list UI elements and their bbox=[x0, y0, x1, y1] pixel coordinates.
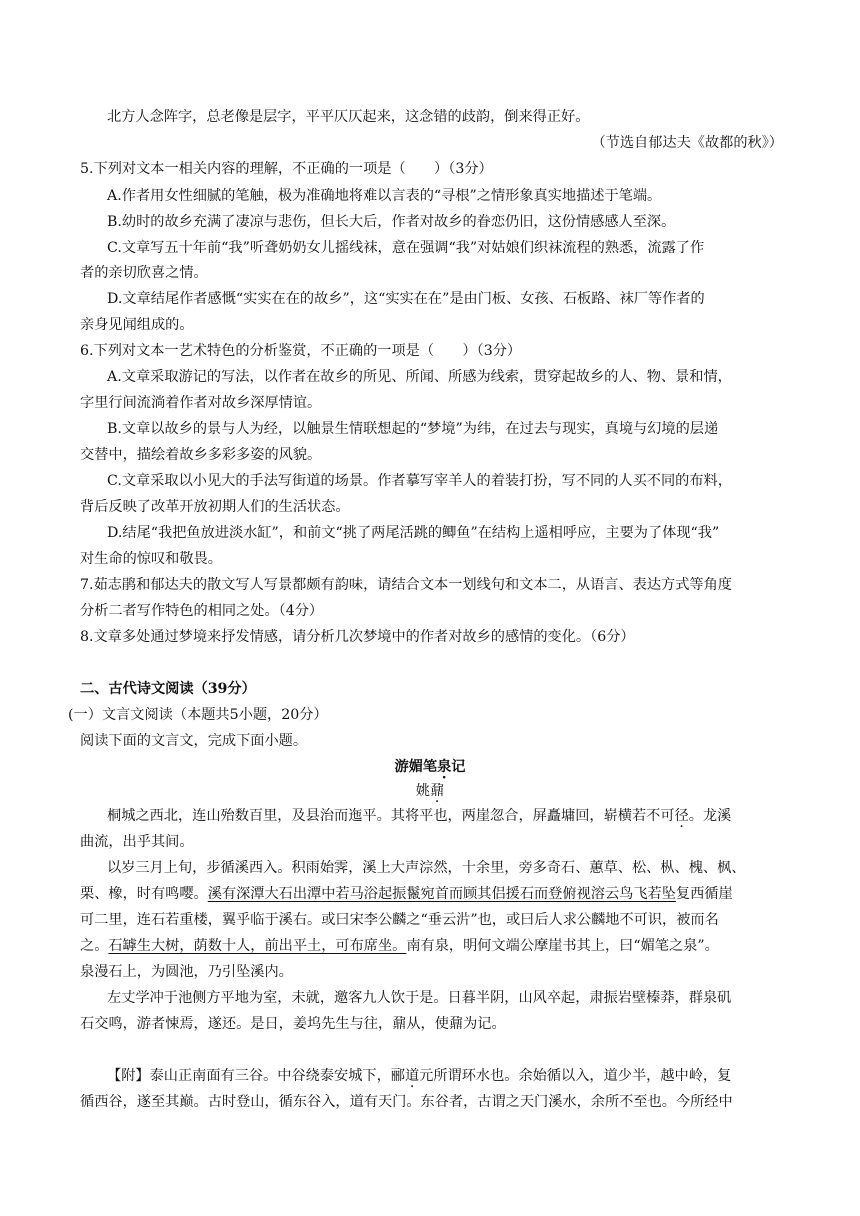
question-5-option-d: D.文章结尾作者感慨“实实在在的故乡”，这“实实在在”是由门板、女孩、石板路、袜厂等作者的 bbox=[107, 291, 705, 307]
essay-title-part: 游媚笔 bbox=[394, 759, 438, 775]
question-7: 7.茹志鹃和郁达夫的散文写人写景都颇有韵味，请结合文本一划线句和文本二，从语言、表达方式等角度 bbox=[80, 577, 732, 593]
subsection-heading: (一）文言文阅读（本题共5小题，20分） bbox=[68, 707, 328, 723]
dotted-char: 径 bbox=[674, 808, 689, 824]
text-run: 栗、橡，时有鸣嘤。 bbox=[80, 886, 208, 902]
question-6-option-a: A.文章采取游记的写法，以作者在故乡的所见、所闻、所感为线索，贯穿起故乡的人、物、景和情， bbox=[107, 369, 732, 385]
essay-paragraph-2-cont: 可二里，连石若重楼，翼乎临于溪右。或曰宋李公麟之“垂云沜”也，或曰后人求公麟地不可识，被而名 bbox=[80, 912, 719, 928]
appendix-paragraph bbox=[107, 1066, 731, 1086]
text-run: 【附】泰山正南面有三谷。中谷绕泰安城下， bbox=[107, 1068, 391, 1084]
essay-title-dotted: 泉 bbox=[437, 759, 452, 775]
question-5-option-d-cont: 亲身见闻组成的。 bbox=[80, 317, 194, 333]
essay-author bbox=[0, 781, 860, 801]
essay-paragraph-2-cont: 泉漫石上，为圆池，乃引坠溪内。 bbox=[80, 964, 293, 980]
text-run: 。龙溪 bbox=[688, 808, 732, 824]
question-6-stem: 6.下列对文本一艺术特色的分析鉴赏，不正确的一项是（ ）（3分） bbox=[80, 343, 522, 359]
author-dotted: 鼐 bbox=[430, 783, 445, 799]
underlined-sentence: 溪有深潭大石出潭中若马浴起振鬣宛首而顾其侣援石而登俯视溶云鸟飞若坠 bbox=[207, 886, 676, 902]
underlined-sentence: 石罅生大树，荫数十人，前出平土，可布席坐。 bbox=[108, 938, 407, 954]
appendix-paragraph-cont: 循西谷，遂至其巅。古时登山，循东谷入，道有天门。东谷者，古谓之天门溪水，余所不至也。今所经中 bbox=[80, 1094, 733, 1110]
question-6-option-d-cont: 对生命的惊叹和敬畏。 bbox=[80, 551, 222, 567]
author-part: 姚 bbox=[415, 783, 430, 799]
paragraph-text: 北方人念阵字，总老像是层字，平平仄仄起来，这念错的歧韵，倒来得正好。 bbox=[107, 109, 590, 125]
question-6-option-d: D.结尾“我把鱼放进淡水缸”，和前文“挑了两尾活跳的鲫鱼”在结构上遥相呼应，主要为了体现“我” bbox=[107, 525, 720, 541]
essay-title-part: 记 bbox=[451, 759, 466, 775]
question-5-option-b: B.幼时的故乡充满了凄凉与悲伤，但长大后，作者对故乡的眷恋仍旧，这份情感感人至深。 bbox=[107, 214, 676, 230]
question-5-option-c-cont: 者的亲切欣喜之情。 bbox=[80, 265, 208, 281]
question-8: 8.文章多处通过梦境来抒发情感，请分析几次梦境中的作者对故乡的感情的变化。（6分） bbox=[80, 629, 635, 645]
essay-title bbox=[0, 757, 860, 777]
text-run: 复西循崖 bbox=[675, 886, 733, 902]
section-heading: 二、古代诗文阅读（39分） bbox=[80, 681, 256, 697]
essay-paragraph-1 bbox=[107, 806, 731, 826]
essay-paragraph-3-cont: 石交鸣，游者悚焉，遂还。是日，姜坞先生与往，鼐从，使鼐为记。 bbox=[80, 1016, 506, 1032]
essay-paragraph-2-cont bbox=[80, 936, 719, 956]
text-run: 桐城之西北，连山殆数百里，及县治而迤平。其将平也，两崖忽合，屏矗墉回，崭横若不可 bbox=[107, 808, 675, 824]
source-citation: （节选自郁达夫《故都的秋》） bbox=[591, 135, 783, 151]
essay-paragraph-1-cont: 曲流，出乎其间。 bbox=[80, 834, 194, 850]
question-6-option-b: B.文章以故乡的景与人为经，以触景生情联想起的“梦境”为纬，在过去与现实，真境与幻境的层递 bbox=[107, 421, 719, 437]
question-6-option-c-cont: 背后反映了改革开放初期人们的生活状态。 bbox=[80, 499, 350, 515]
question-5-option-a: A.作者用女性细腻的笔触，极为准确地将难以言表的“寻根”之情形象真实地描述于笔端。 bbox=[107, 188, 662, 204]
dotted-name: 郦道元 bbox=[390, 1068, 434, 1084]
question-7-cont: 分析二者写作特色的相同之处。（4分） bbox=[80, 603, 324, 619]
text-run: 所谓环水也。余始循以入，道少半，越中岭，复 bbox=[433, 1068, 732, 1084]
question-5-option-c: C.文章写五十年前“我”听聋奶奶女儿摇线袜，意在强调“我”对姑娘们织袜流程的熟悉，流露了作 bbox=[107, 240, 705, 256]
text-run: 南有泉，明何文端公摩崖书其上，曰“媚笔之泉”。 bbox=[406, 938, 719, 954]
text-run: 之。 bbox=[80, 938, 109, 954]
question-6-option-a-cont: 字里行间流淌着作者对故乡深厚情谊。 bbox=[80, 395, 322, 411]
instruction-text: 阅读下面的文言文，完成下面小题。 bbox=[80, 733, 308, 749]
question-5-stem: 5.下列对文本一相关内容的理解，不正确的一项是（ ）（3分） bbox=[80, 161, 493, 177]
essay-paragraph-3: 左丈学冲于池侧方平地为室，未就，邀客九人饮于是。日暮半阴，山风卒起，肃振岩壁榛莽，群泉矶 bbox=[107, 990, 732, 1006]
question-6-option-b-cont: 交替中，描绘着故乡多彩多姿的风貌。 bbox=[80, 447, 322, 463]
essay-paragraph-2: 以岁三月上旬，步循溪西入。积雨始霁，溪上大声淙然，十余里，旁多奇石、蕙草、松、枞、槐、枫、 bbox=[107, 860, 746, 876]
essay-paragraph-2-cont bbox=[80, 884, 733, 904]
question-6-option-c: C.文章采取以小见大的手法写街道的场景。作者摹写宰羊人的着装打扮，写不同的人买不同的布料， bbox=[107, 473, 732, 489]
